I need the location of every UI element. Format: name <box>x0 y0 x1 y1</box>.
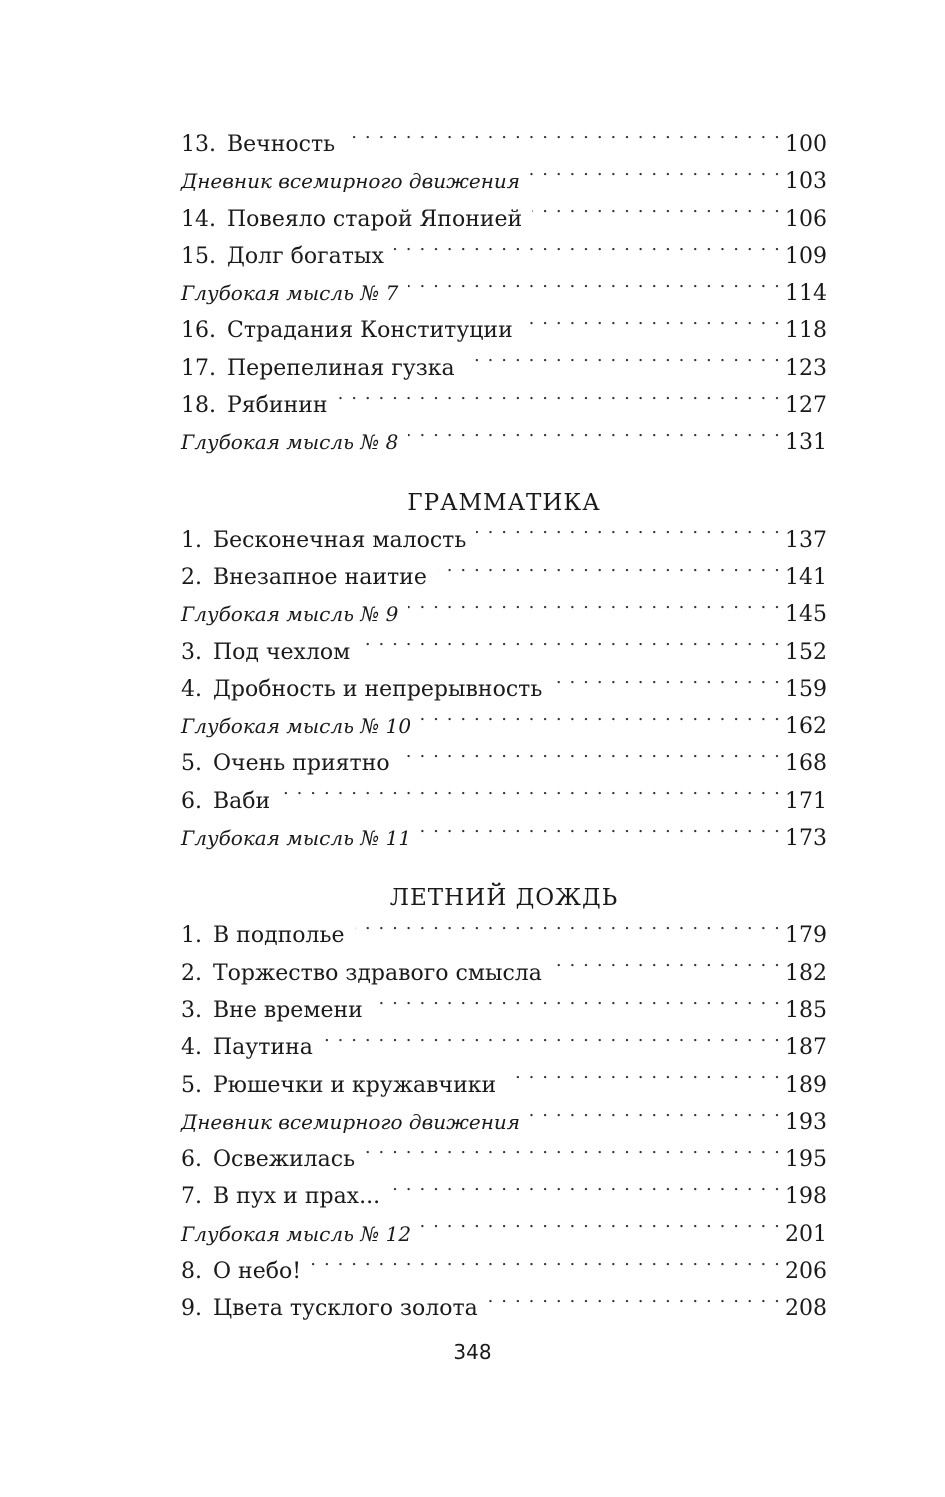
entry-number: 5. <box>181 1072 202 1098</box>
entry-title-text: Бесконечная малость <box>213 527 467 553</box>
entry-page-number: 106 <box>785 206 827 232</box>
entry-title-text: Рябинин <box>227 393 328 419</box>
entry-title <box>181 1216 411 1253</box>
entry-title <box>181 596 398 633</box>
entry-page-number: 208 <box>785 1296 827 1322</box>
entry-page-number: 187 <box>785 1035 827 1061</box>
toc-entry <box>181 1104 827 1141</box>
entry-page-number: 123 <box>785 355 827 381</box>
entry-page-number: 189 <box>785 1072 827 1098</box>
entry-title-text: Рюшечки и кружавчики <box>213 1072 497 1098</box>
entry-page-number: 103 <box>785 169 827 195</box>
entry-title-text: Глубокая мысль № 8 <box>181 430 399 455</box>
toc-entry <box>181 596 827 633</box>
entry-number: 3. <box>181 997 202 1023</box>
entry-number: 6. <box>181 788 202 814</box>
dot-leader <box>437 562 781 584</box>
dot-leader <box>323 1032 781 1054</box>
entry-page-number: 171 <box>785 788 827 814</box>
toc-entry <box>181 201 827 238</box>
entry-page-number: 198 <box>785 1184 827 1210</box>
entry-page-number: 118 <box>785 318 827 344</box>
entry-number: 8. <box>181 1259 202 1285</box>
toc-entry <box>181 708 827 745</box>
entry-number: 2. <box>181 564 202 590</box>
entry-title <box>181 201 522 238</box>
entry-title-text: Вне времени <box>213 997 363 1023</box>
section-heading: ГРАММАТИКА <box>407 489 601 516</box>
toc-entry <box>181 955 827 992</box>
dot-leader <box>365 1144 781 1166</box>
entry-page-number: 109 <box>785 243 827 269</box>
toc-entry <box>181 163 827 200</box>
dot-leader <box>421 1219 781 1241</box>
entry-number: 6. <box>181 1147 202 1173</box>
entry-title <box>181 820 411 857</box>
toc-entry <box>181 992 827 1029</box>
dot-leader <box>506 1070 781 1092</box>
toc-entry <box>181 1029 827 1066</box>
dot-leader <box>408 278 781 300</box>
entry-title-text: О небо! <box>213 1259 302 1285</box>
entry-page-number: 201 <box>785 1221 827 1247</box>
entry-number: 5. <box>181 751 202 777</box>
dot-leader <box>408 427 781 449</box>
entry-number: 4. <box>181 676 202 702</box>
entry-title-text: Повеяло старой Японией <box>227 206 523 232</box>
entry-page-number: 145 <box>785 602 827 628</box>
entry-page-number: 173 <box>785 826 827 852</box>
entry-page-number: 159 <box>785 676 827 702</box>
toc-entry <box>181 917 827 954</box>
entry-title-text: Дневник всемирного движения <box>181 1109 520 1134</box>
section-spacer <box>181 462 827 484</box>
entry-title-text: Глубокая мысль № 10 <box>181 714 412 739</box>
entry-page-number: 114 <box>785 281 827 307</box>
entry-title <box>181 312 513 349</box>
dot-leader <box>421 823 781 845</box>
section-heading: ЛЕТНИЙ ДОЖДЬ <box>389 885 619 912</box>
entry-page-number: 193 <box>785 1109 827 1135</box>
entry-title-text: Глубокая мысль № 11 <box>181 826 412 851</box>
entry-title <box>181 1253 301 1290</box>
entry-title <box>181 955 542 992</box>
entry-number: 14. <box>181 206 216 232</box>
dot-leader <box>552 958 781 980</box>
entry-number: 7. <box>181 1184 202 1210</box>
toc-entry <box>181 1216 827 1253</box>
toc-entry <box>181 275 827 312</box>
entry-title <box>181 126 335 163</box>
entry-title <box>181 671 542 708</box>
entry-title-text: Цвета тусклого золота <box>213 1296 478 1322</box>
dot-leader <box>338 390 781 412</box>
toc-entry <box>181 634 827 671</box>
entry-title-text: Ваби <box>213 788 271 814</box>
entry-number: 17. <box>181 355 216 381</box>
entry-number: 13. <box>181 132 216 157</box>
toc-entry <box>181 671 827 708</box>
entry-title-text: Перепелиная гузка <box>227 355 455 381</box>
entry-title <box>181 1067 496 1104</box>
entry-title-text: Дневник всемирного движения <box>181 169 520 194</box>
toc-entry <box>181 1290 827 1327</box>
dot-leader <box>390 1181 781 1203</box>
toc-entry <box>181 126 827 163</box>
toc-entry <box>181 238 827 275</box>
entry-page-number: 168 <box>785 751 827 777</box>
toc-entry <box>181 745 827 782</box>
entry-title-text: Освежилась <box>213 1147 356 1173</box>
entry-title <box>181 1029 313 1066</box>
entry-title-text: Внезапное наитие <box>213 564 427 590</box>
dot-leader <box>523 315 781 337</box>
entry-page-number: 131 <box>785 430 827 456</box>
entry-title-text: Глубокая мысль № 7 <box>181 281 399 306</box>
entry-title <box>181 745 390 782</box>
entry-number: 18. <box>181 393 216 419</box>
entry-title-text: Глубокая мысль № 12 <box>181 1221 412 1246</box>
entry-title <box>181 275 398 312</box>
entry-title <box>181 387 328 424</box>
entry-title-text: Под чехлом <box>213 639 351 665</box>
entry-title-text: В подполье <box>213 923 345 949</box>
dot-leader <box>280 786 781 808</box>
entry-title <box>181 1290 478 1327</box>
entry-title-text: Долг богатых <box>227 243 384 269</box>
entry-page-number: 152 <box>785 639 827 665</box>
entry-number: 3. <box>181 639 202 665</box>
entry-page-number: 206 <box>785 1259 827 1285</box>
entry-title <box>181 917 345 954</box>
section-spacer <box>181 857 827 879</box>
toc-entry <box>181 1067 827 1104</box>
toc-entry <box>181 559 827 596</box>
entry-title <box>181 163 520 200</box>
entry-number: 2. <box>181 960 202 986</box>
entry-title-text: Страдания Конституции <box>227 318 513 344</box>
entry-page-number: 182 <box>785 960 827 986</box>
toc-entry <box>181 522 827 559</box>
dot-leader <box>465 353 781 375</box>
entry-page-number: 179 <box>785 923 827 949</box>
entry-title-text: В пух и прах... <box>213 1184 381 1210</box>
entry-title <box>181 238 384 275</box>
entry-number: 16. <box>181 318 216 344</box>
dot-leader <box>530 166 781 188</box>
entry-page-number: 137 <box>785 527 827 553</box>
dot-leader <box>532 204 781 226</box>
entry-title-text: Глубокая мысль № 9 <box>181 602 399 627</box>
toc-entry <box>181 387 827 424</box>
dot-leader <box>345 129 781 151</box>
toc-entry <box>181 424 827 461</box>
toc-entry <box>181 1253 827 1290</box>
entry-page-number: 195 <box>785 1147 827 1173</box>
dot-leader <box>408 599 781 621</box>
toc-entry <box>181 1141 827 1178</box>
entry-number: 1. <box>181 923 202 949</box>
dot-leader <box>360 637 781 659</box>
dot-leader <box>373 995 781 1017</box>
dot-leader <box>530 1107 781 1129</box>
entry-title-text: Паутина <box>213 1035 313 1061</box>
entry-title <box>181 783 270 820</box>
entry-title <box>181 634 350 671</box>
dot-leader <box>394 241 781 263</box>
toc-entry <box>181 350 827 387</box>
entry-page-number: 162 <box>785 714 827 740</box>
toc-entry <box>181 312 827 349</box>
entry-page-number: 185 <box>785 997 827 1023</box>
entry-title <box>181 559 427 596</box>
toc-entry <box>181 1178 827 1215</box>
dot-leader <box>476 525 781 547</box>
table-of-contents <box>181 126 827 1328</box>
entry-title <box>181 1104 520 1141</box>
entry-title-text: Очень приятно <box>213 751 390 777</box>
dot-leader <box>421 711 781 733</box>
entry-title <box>181 992 363 1029</box>
entry-title-text: Вечность <box>227 132 336 157</box>
entry-title <box>181 350 455 387</box>
entry-page-number: 127 <box>785 393 827 419</box>
dot-leader <box>400 748 781 770</box>
toc-entry <box>181 820 827 857</box>
dot-leader <box>488 1293 781 1315</box>
entry-title-text: Дробность и непрерывность <box>213 676 543 702</box>
dot-leader <box>355 920 782 942</box>
entry-number: 15. <box>181 243 216 269</box>
entry-page-number: 100 <box>785 132 827 157</box>
entry-title <box>181 1178 380 1215</box>
entry-page-number: 141 <box>785 564 827 590</box>
dot-leader <box>552 674 781 696</box>
entry-title <box>181 1141 355 1178</box>
entry-number: 4. <box>181 1035 202 1061</box>
toc-entry <box>181 783 827 820</box>
entry-title <box>181 522 466 559</box>
entry-number: 9. <box>181 1296 202 1322</box>
entry-title-text: Торжество здравого смысла <box>213 960 542 986</box>
page-number: 348 <box>453 1340 492 1364</box>
entry-number: 1. <box>181 527 202 553</box>
entry-title <box>181 424 398 461</box>
dot-leader <box>311 1256 781 1278</box>
entry-title <box>181 708 411 745</box>
